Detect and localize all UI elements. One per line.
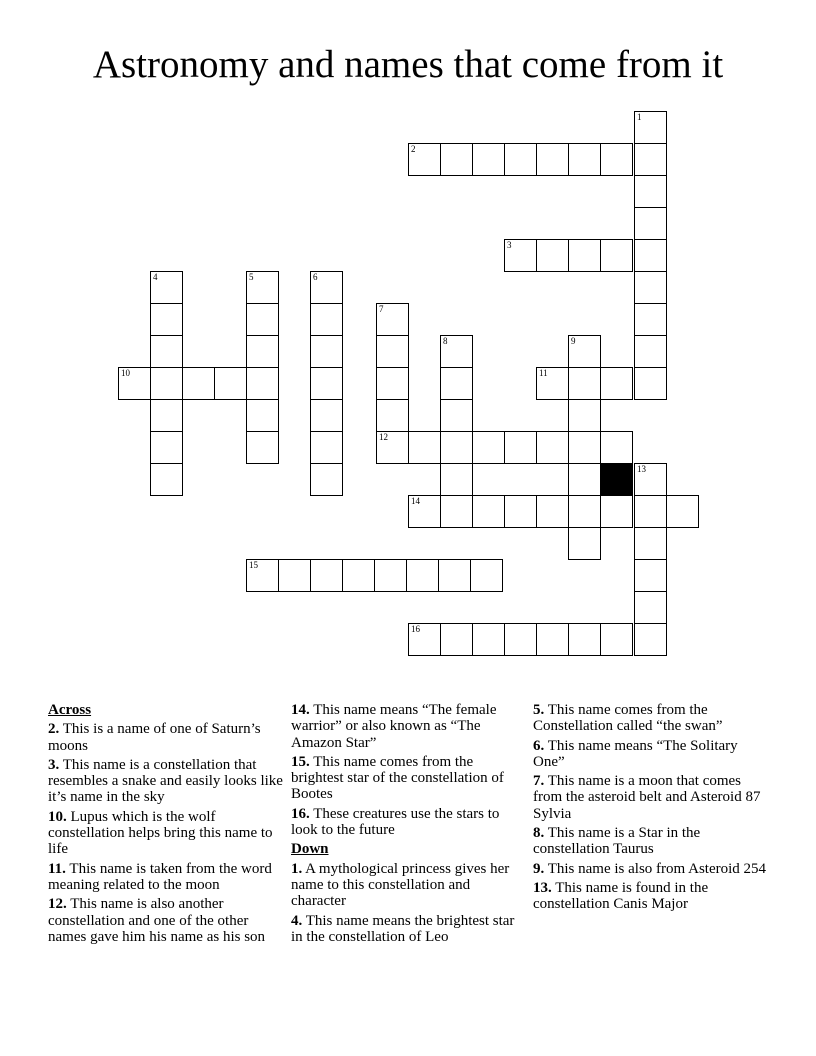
clue-number: 13. <box>533 879 552 896</box>
crossword-cell[interactable] <box>568 527 601 560</box>
crossword-cell[interactable] <box>376 399 409 432</box>
cell-number: 16 <box>411 624 420 634</box>
clue-across-14 <box>291 702 527 751</box>
crossword-cell[interactable] <box>472 143 505 176</box>
crossword-cell[interactable] <box>440 143 473 176</box>
clue-text: This name means “The female warrior” or also known as “The Amazon Star” <box>291 702 497 751</box>
clue-across-15 <box>291 754 527 803</box>
crossword-cell[interactable] <box>536 495 569 528</box>
crossword-cell[interactable] <box>150 303 183 336</box>
clue-text: This name means “The Solitary One” <box>533 737 738 770</box>
clue-down-7 <box>533 773 769 822</box>
crossword-cell[interactable] <box>440 463 473 496</box>
clue-number: 14. <box>291 702 310 718</box>
cell-number: 2 <box>411 144 416 154</box>
crossword-cell[interactable] <box>440 623 473 656</box>
clue-text: This name comes from the brightest star of the constellation of Bootes <box>291 753 504 803</box>
crossword-cell[interactable] <box>374 559 407 592</box>
crossword-cell[interactable] <box>634 463 667 496</box>
clue-number: 4. <box>291 912 303 929</box>
clue-number: 7. <box>533 773 545 790</box>
clue-number: 6. <box>533 737 545 754</box>
cell-number: 5 <box>249 272 254 282</box>
crossword-cell[interactable] <box>246 431 279 464</box>
clues-column-2 <box>291 702 527 948</box>
crossword-cell[interactable] <box>440 399 473 432</box>
crossword-cell[interactable] <box>634 143 667 176</box>
crossword-cell[interactable] <box>310 271 343 304</box>
crossword-cell[interactable] <box>376 303 409 336</box>
clue-text: This name comes from the Constellation called “the swan” <box>533 702 723 735</box>
crossword-cell[interactable] <box>634 591 667 624</box>
clues-column-1 <box>48 702 284 948</box>
cell-number: 11 <box>539 368 548 378</box>
crossword-cell[interactable] <box>666 495 699 528</box>
clue-down-9 <box>533 861 769 877</box>
clues-column-3 <box>533 702 769 916</box>
clue-text: This name means the brightest star in the constellation of Leo <box>291 912 515 945</box>
crossword-cell[interactable] <box>568 367 601 400</box>
clue-number: 5. <box>533 702 545 718</box>
crossword-cell[interactable] <box>600 143 633 176</box>
clue-number: 9. <box>533 860 545 877</box>
crossword-cell[interactable] <box>408 495 441 528</box>
cell-number: 10 <box>121 368 130 378</box>
crossword-cell[interactable] <box>600 367 633 400</box>
crossword-cell[interactable] <box>310 335 343 368</box>
crossword-cell[interactable] <box>310 463 343 496</box>
clue-text: A mythological princess gives her name to this constellation and character <box>291 860 510 910</box>
crossword-cell[interactable] <box>634 495 667 528</box>
crossword-cell[interactable] <box>408 623 441 656</box>
clue-text: This name is also from Asteroid 254 <box>544 860 767 877</box>
crossword-cell[interactable] <box>568 623 601 656</box>
crossword-cell[interactable] <box>246 271 279 304</box>
crossword-cell[interactable] <box>214 367 247 400</box>
crossword-cell[interactable] <box>150 335 183 368</box>
crossword-cell[interactable] <box>634 559 667 592</box>
crossword-cell[interactable] <box>568 495 601 528</box>
clue-text: This name is also another constellation and one of the other names gave him his name as his son <box>48 896 266 945</box>
crossword-cell[interactable] <box>634 367 667 400</box>
crossword-cell[interactable] <box>568 335 601 368</box>
down-heading: Down <box>291 841 329 858</box>
crossword-cell[interactable] <box>376 335 409 368</box>
crossword-cell[interactable] <box>504 623 537 656</box>
crossword-cell[interactable] <box>246 335 279 368</box>
clue-number: 15. <box>291 753 310 770</box>
clue-down-4 <box>291 913 527 946</box>
clue-text: This name is taken from the word meaning related to the moon <box>48 860 272 893</box>
cell-number: 4 <box>153 272 158 282</box>
crossword-cell[interactable] <box>278 559 311 592</box>
clue-number: 16. <box>291 805 310 822</box>
crossword-cell[interactable] <box>634 111 667 144</box>
crossword-cell[interactable] <box>310 431 343 464</box>
clue-number: 1. <box>291 860 303 877</box>
clue-across-3 <box>48 757 284 806</box>
crossword-cell[interactable] <box>438 559 471 592</box>
clue-down-8 <box>533 825 769 858</box>
clue-across-2 <box>48 721 284 754</box>
clue-number: 12. <box>48 896 67 913</box>
crossword-cell[interactable] <box>634 335 667 368</box>
crossword-cell[interactable] <box>634 303 667 336</box>
crossword-cell[interactable] <box>634 271 667 304</box>
crossword-cell[interactable] <box>310 559 343 592</box>
clue-number: 3. <box>48 756 60 773</box>
crossword-cell[interactable] <box>568 399 601 432</box>
clue-down-13 <box>533 880 769 913</box>
crossword-cell[interactable] <box>150 399 183 432</box>
crossword-cell[interactable] <box>408 431 441 464</box>
clue-number: 10. <box>48 808 67 825</box>
crossword-cell[interactable] <box>408 143 441 176</box>
clue-number: 11. <box>48 860 66 877</box>
crossword-cell[interactable] <box>504 239 537 272</box>
crossword-cell[interactable] <box>504 495 537 528</box>
crossword-cell[interactable] <box>182 367 215 400</box>
crossword-cell[interactable] <box>634 527 667 560</box>
crossword-cell[interactable] <box>568 431 601 464</box>
clue-across-16 <box>291 806 527 839</box>
crossword-cell[interactable] <box>440 495 473 528</box>
crossword-cell[interactable] <box>470 559 503 592</box>
crossword-cell[interactable] <box>536 623 569 656</box>
cell-number: 7 <box>379 304 384 314</box>
clue-text: This is a name of one of Saturn’s moons <box>48 721 261 754</box>
crossword-cell[interactable] <box>600 495 633 528</box>
crossword-cell[interactable] <box>150 271 183 304</box>
clue-number: 2. <box>48 721 60 738</box>
clue-text: Lupus which is the wolf constellation helps bring this name to life <box>48 808 273 858</box>
crossword-cell[interactable] <box>634 623 667 656</box>
clue-down-1 <box>291 861 527 910</box>
clue-down-5 <box>533 702 769 735</box>
clue-text: This name is a Star in the constellation Taurus <box>533 825 701 858</box>
crossword-cell[interactable] <box>536 143 569 176</box>
crossword-cell[interactable] <box>440 367 473 400</box>
crossword-cell[interactable] <box>600 623 633 656</box>
crossword-cell[interactable] <box>634 175 667 208</box>
crossword-cell[interactable] <box>600 431 633 464</box>
clue-across-10 <box>48 809 284 858</box>
black-cell <box>600 463 633 496</box>
across-heading: Across <box>48 702 92 718</box>
clue-across-12 <box>48 896 284 945</box>
crossword-cell[interactable] <box>472 495 505 528</box>
clue-across-11 <box>48 861 284 894</box>
crossword-cell[interactable] <box>634 239 667 272</box>
clue-text: These creatures use the stars to look to the future <box>291 805 500 839</box>
crossword-cell[interactable] <box>536 367 569 400</box>
crossword-cell[interactable] <box>342 559 375 592</box>
clue-number: 8. <box>533 825 545 842</box>
clue-text: This name is a constellation that resembles a snake and easily looks like it’s name in the sky <box>48 756 283 806</box>
crossword-cell[interactable] <box>310 399 343 432</box>
cell-number: 15 <box>249 560 258 570</box>
crossword-cell[interactable] <box>406 559 439 592</box>
crossword-cell[interactable] <box>310 303 343 336</box>
crossword-cell[interactable] <box>246 303 279 336</box>
crossword-cell[interactable] <box>568 143 601 176</box>
crossword-cell[interactable] <box>536 239 569 272</box>
crossword-cell[interactable] <box>376 367 409 400</box>
crossword-cell[interactable] <box>150 463 183 496</box>
page-title: Astronomy and names that come from it <box>92 43 724 86</box>
crossword-cell[interactable] <box>118 367 151 400</box>
crossword-cell[interactable] <box>376 431 409 464</box>
crossword-cell[interactable] <box>246 559 279 592</box>
cell-number: 13 <box>637 464 646 474</box>
crossword-cell[interactable] <box>504 431 537 464</box>
clue-text: This name is found in the constellation Canis Major <box>533 879 709 913</box>
crossword-cell[interactable] <box>150 431 183 464</box>
crossword-cell[interactable] <box>536 431 569 464</box>
cell-number: 3 <box>507 240 512 250</box>
cell-number: 12 <box>379 432 388 442</box>
crossword-cell[interactable] <box>246 367 279 400</box>
cell-number: 8 <box>443 336 448 346</box>
crossword-cell[interactable] <box>150 367 183 400</box>
crossword-cell[interactable] <box>440 335 473 368</box>
crossword-cell[interactable] <box>472 623 505 656</box>
clue-text: This name is a moon that comes from the asteroid belt and Asteroid 87 Sylvia <box>533 773 761 822</box>
crossword-cell[interactable] <box>472 431 505 464</box>
crossword-cell[interactable] <box>440 431 473 464</box>
crossword-cell[interactable] <box>568 463 601 496</box>
cell-number: 6 <box>313 272 318 282</box>
crossword-cell[interactable] <box>504 143 537 176</box>
cell-number: 1 <box>637 112 642 122</box>
cell-number: 9 <box>571 336 576 346</box>
crossword-cell[interactable] <box>568 239 601 272</box>
crossword-cell[interactable] <box>634 207 667 240</box>
crossword-cell[interactable] <box>600 239 633 272</box>
clue-down-6 <box>533 738 769 771</box>
crossword-cell[interactable] <box>246 399 279 432</box>
crossword-cell[interactable] <box>310 367 343 400</box>
cell-number: 14 <box>411 496 420 506</box>
